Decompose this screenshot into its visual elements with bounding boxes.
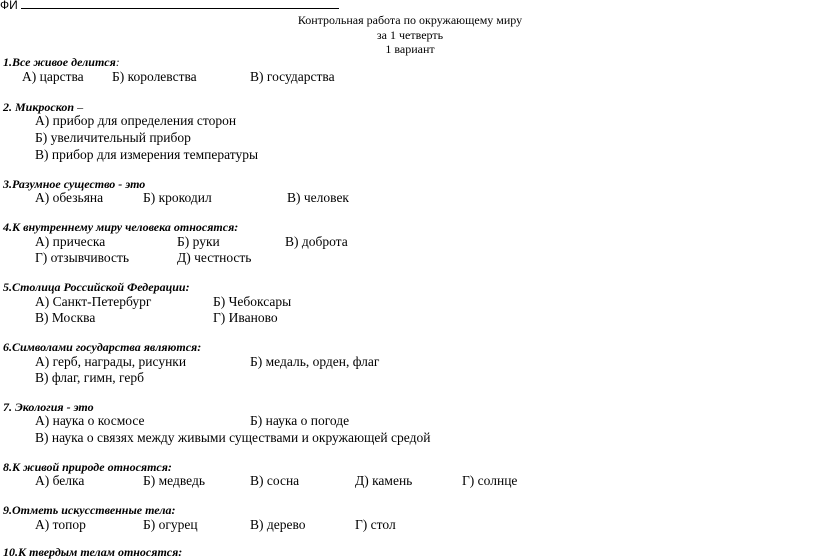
question-9: 9.Отметь искусственные тела:: [3, 503, 176, 517]
answer-option: В) доброта: [285, 234, 348, 249]
answer-option: Б) увеличительный прибор: [35, 130, 191, 145]
question-3: 3.Разумное существо - это: [3, 177, 146, 191]
test-quarter: за 1 четверть: [376, 28, 444, 42]
question-7: 7. Экология - это: [3, 400, 94, 414]
answer-option: Б) руки: [177, 234, 220, 249]
answer-option: Б) медведь: [143, 473, 205, 488]
answer-option: В) прибор для измерения температуры: [35, 147, 259, 162]
answer-option: В) флаг, гимн, герб: [35, 370, 145, 385]
answer-option: Д) камень: [355, 473, 413, 488]
answer-option: Б) королевства: [112, 69, 197, 84]
answer-option: Б) крокодил: [143, 190, 212, 205]
answer-option: А) прибор для определения сторон: [35, 113, 237, 128]
answer-option: В) наука о связях между живыми существами и окружающей средой: [35, 430, 431, 445]
answer-option: А) наука о космосе: [35, 413, 145, 428]
answer-option: Г) солнце: [462, 473, 518, 488]
test-title: Контрольная работа по окружающему миру: [297, 13, 523, 27]
answer-option: Б) медаль, орден, флаг: [250, 354, 380, 369]
test-variant: 1 вариант: [385, 42, 435, 56]
question-6: 6.Символами государства являются:: [3, 340, 202, 354]
answer-option: В) Москва: [35, 310, 96, 325]
answer-option: Г) отзывчивость: [35, 250, 130, 265]
answer-option: Г) стол: [355, 517, 396, 532]
answer-option: А) прическа: [35, 234, 106, 249]
answer-option: Б) Чебоксары: [213, 294, 292, 309]
answer-option: Г) Иваново: [213, 310, 278, 325]
name-line: [21, 0, 339, 9]
question-1: 1.Все живое делится:: [3, 55, 120, 69]
question-4: 4.К внутреннему миру человека относятся:: [3, 220, 239, 234]
answer-option: В) государства: [250, 69, 335, 84]
question-10: 10.К твердым телам относятся:: [3, 545, 183, 559]
name-field: [0, 0, 339, 12]
question-5: 5.Столица Российской Федерации:: [3, 280, 190, 294]
answer-option: А) белка: [35, 473, 85, 488]
answer-option: В) сосна: [250, 473, 300, 488]
answer-option: А) топор: [35, 517, 86, 532]
answer-option: А) обезьяна: [35, 190, 104, 205]
answer-option: Д) честность: [177, 250, 252, 265]
answer-option: В) человек: [287, 190, 349, 205]
answer-option: В) дерево: [250, 517, 306, 532]
answer-option: Б) наука о погоде: [250, 413, 350, 428]
answer-option: А) царства: [22, 69, 84, 84]
question-2: 2. Микроскоп –: [3, 100, 84, 114]
question-8: 8.К живой природе относятся:: [3, 460, 172, 474]
name-label: ФИ: [0, 0, 18, 12]
answer-option: А) герб, награды, рисунки: [35, 354, 187, 369]
answer-option: Б) огурец: [143, 517, 198, 532]
answer-option: А) Санкт-Петербург: [35, 294, 152, 309]
